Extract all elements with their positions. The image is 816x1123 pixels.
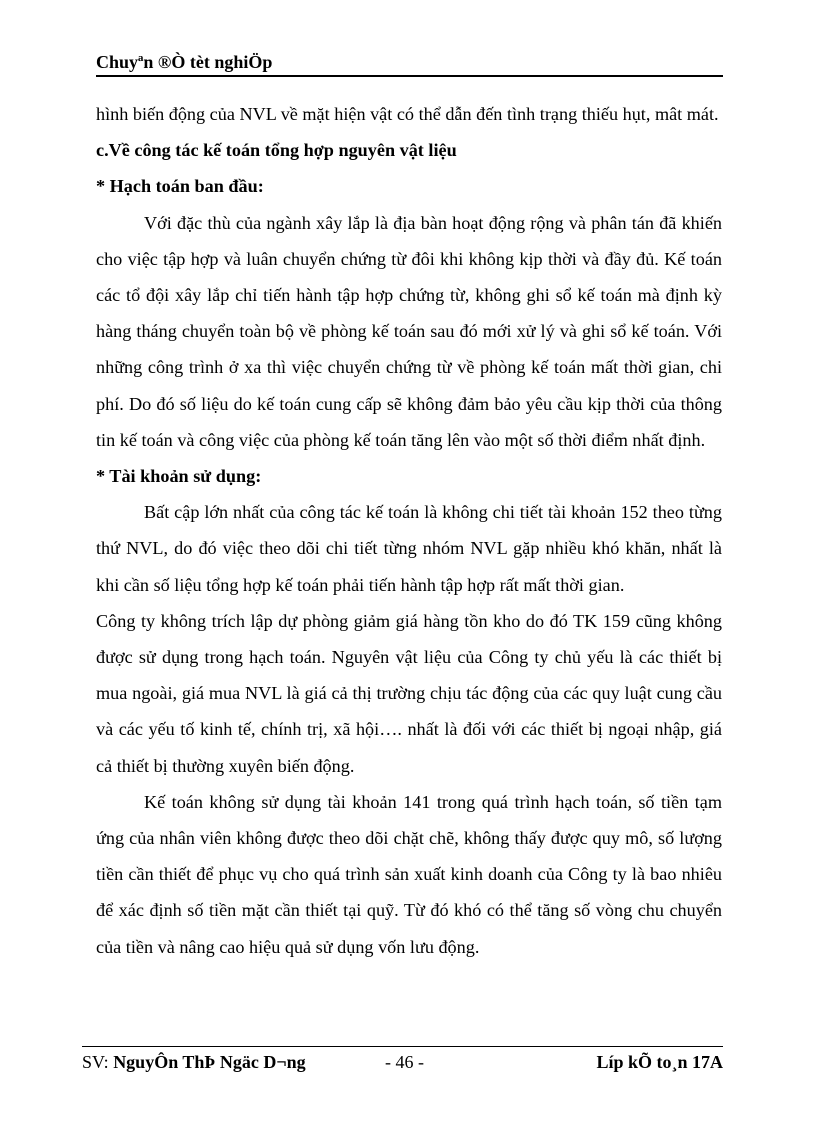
footer-divider: [82, 1046, 723, 1047]
footer-sv-label: SV:: [82, 1052, 114, 1072]
paragraph-initial-accounting: Với đặc thù của ngành xây lắp là địa bàn hoạt động rộng và phân tán đã khiến cho việc tập hợp và luân chuyển chứng từ đôi khi không kịp thời và đầy đủ. Kế toán các tổ đội xây lắp chỉ tiến hành tập hợp chứng từ, không ghi sổ kế toán mà định kỳ hàng tháng chuyển toàn bộ về phòng kế toán sau đó mới xử lý và ghi sổ kế toán. Với những công trình ở xa thì việc chuyển chứng từ về phòng kế toán mất thời gian, chi phí. Do đó số liệu do kế toán cung cấp sẽ không đảm bảo yêu cầu kịp thời của thông tin kế toán và công việc của phòng kế toán tăng lên vào một số thời điểm nhất định.: [96, 212, 722, 450]
page-header: Chuyªn ®Ò tèt nghiÖp: [96, 52, 273, 72]
footer-student-name: NguyÔn ThÞ Ngäc D¬ng: [113, 1052, 306, 1072]
header-divider: [96, 75, 723, 77]
subheading-accounts-used: * Tài khoản sử dụng:: [96, 466, 262, 487]
paragraph-account-159: Công ty không trích lập dự phòng giảm giá hàng tồn kho do đó TK 159 cũng không được sử dụng trong hạch toán. Nguyên vật liệu của Công ty chủ yếu là các thiết bị mua ngoài, giá mua NVL là giá cả thị trường chịu tác động của các quy luật cung cầu và các yếu tố kinh tế, chính trị, xã hội…. nhất là đối với các thiết bị ngoại nhập, giá cả thiết bị thường xuyên biến động.: [96, 610, 722, 776]
page-footer: [82, 1050, 723, 1074]
paragraph-continuation: hình biến động của NVL về mặt hiện vật có thể dẫn đến tình trạng thiếu hụt, mât mát.: [96, 104, 719, 124]
footer-student: [82, 1050, 306, 1074]
paragraph-account-152: Bất cập lớn nhất của công tác kế toán là không chi tiết tài khoản 152 theo từng thứ NVL, do đó việc theo dõi chi tiết từng nhóm NVL gặp nhiều khó khăn, nhất là khi cần số liệu tổng hợp kế toán phải tiến hành tập hợp rất mất thời gian.: [96, 502, 722, 595]
subheading-initial-accounting: * Hạch toán ban đầu:: [96, 176, 264, 197]
section-heading: c.Về công tác kế toán tổng hợp nguyên vật liệu: [96, 140, 457, 161]
footer-class-name: Líp kÕ to¸n 17A: [596, 1052, 723, 1072]
paragraph-account-141: Kế toán không sử dụng tài khoản 141 trong quá trình hạch toán, số tiền tạm ứng của nhân viên không được theo dõi chặt chẽ, không thấy được quy mô, số lượng tiền cần thiết để phục vụ cho quá trình sản xuất kinh doanh của Công ty là bao nhiêu để xác định số tiền mặt cần thiết tại quỹ. Từ đó khó có thể tăng số vòng chu chuyển của tiền và nâng cao hiệu quả sử dụng vốn lưu động.: [96, 791, 722, 957]
document-body: [96, 96, 722, 965]
footer-page-number: - 46 -: [385, 1052, 424, 1072]
